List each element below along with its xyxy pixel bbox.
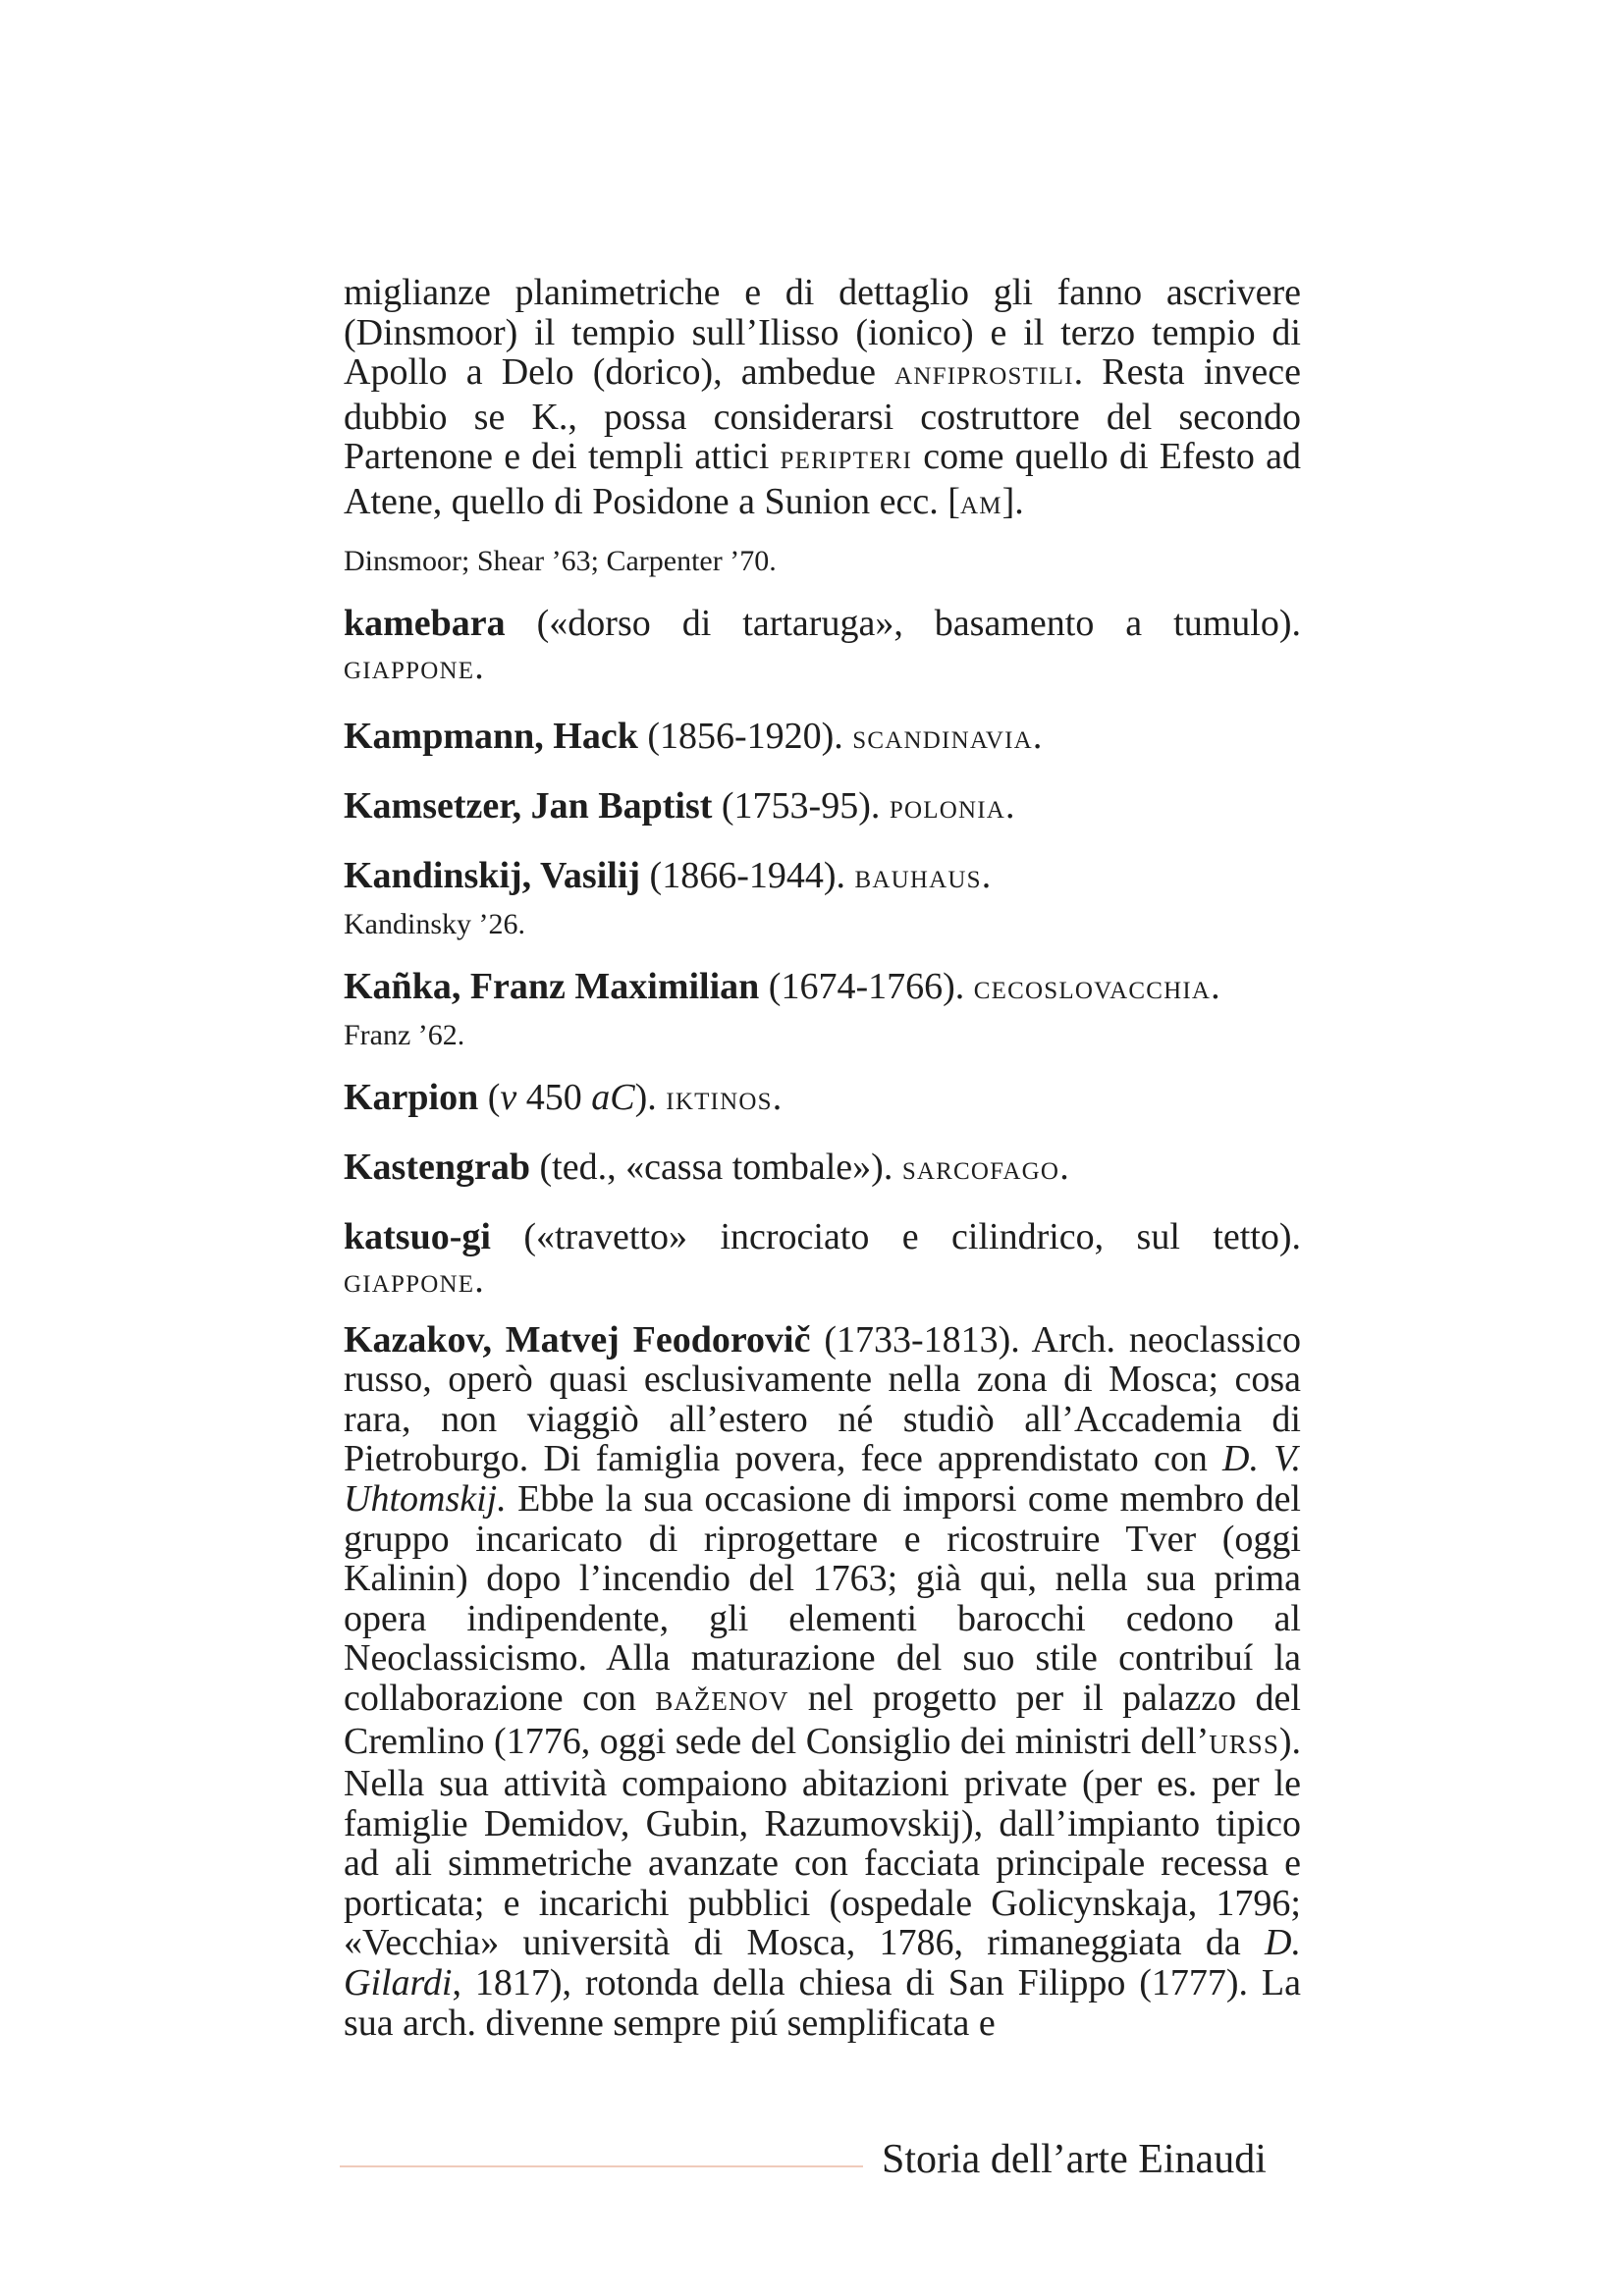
entry-definition: («travetto» incrociato e cilindrico, sul tetto). <box>490 1215 1301 1257</box>
xref-peripteri[interactable]: PERIPTERI <box>780 448 912 475</box>
footer-title: Storia dell’arte Einaudi <box>882 2137 1267 2182</box>
author-initials: AM <box>959 492 1002 519</box>
xref-cecoslovacchia[interactable]: CECOSLOVACCHIA <box>973 977 1212 1004</box>
entry-karpion: Karpion (v 450 aC). IKTINOS. <box>344 1076 783 1118</box>
person-reference: D. V. Uhtomskij. <box>344 1438 1301 1520</box>
entry-bibliography: Franz ’62. <box>344 1018 465 1051</box>
page-column <box>344 273 1301 2043</box>
entry-term: kamebara <box>344 602 506 644</box>
entry-dates: (1674-1766). <box>759 965 974 1007</box>
entry-term: Kazakov, Matvej Feodorovič <box>344 1318 811 1361</box>
xref-giappone[interactable]: GIAPPONE <box>344 657 475 684</box>
entry-term: Kampmann, Hack <box>344 715 638 757</box>
xref-bazenov[interactable]: BAŽENOV <box>655 1685 789 1716</box>
entry-term: Karpion <box>344 1076 479 1118</box>
xref-scandinavia[interactable]: SCANDINAVIA <box>852 726 1033 754</box>
entry-term: Kamsetzer, Jan Baptist <box>344 784 713 827</box>
intro-bibliography: Dinsmoor; Shear ’63; Carpenter ’70. <box>344 544 777 577</box>
xref-bauhaus[interactable]: BAUHAUS <box>854 866 982 893</box>
entry-kampmann: Kampmann, Hack (1856-1920). SCANDINAVIA. <box>344 715 1043 757</box>
entry-dates: (1866-1944). <box>640 854 855 896</box>
entry-dates: (1856-1920). <box>637 715 853 757</box>
abbr-urss: URSS <box>1209 1729 1279 1759</box>
intro-paragraph <box>344 273 1301 527</box>
entry-definition: («dorso di tartaruga», basamento a tumulo). <box>505 602 1301 644</box>
entry-bibliography: Kandinsky ’26. <box>344 907 525 940</box>
xref-sarcofago[interactable]: SARCOFAGO <box>901 1157 1060 1185</box>
entry-definition: (ted., «cassa tombale»). <box>530 1146 902 1188</box>
intro-text-2: . Resta invece dubbio se K., possa considerarsi costruttore del secondo Partenone e dei templi attici <box>344 351 1301 478</box>
intro-text-4: ]. <box>1001 480 1024 522</box>
entry-kamebara: kamebara («dorso di tartaruga», basamento a tumulo). GIAPPONE. <box>344 602 1301 687</box>
entry-kastengrab: Kastengrab (ted., «cassa tombale»). SARCOFAGO. <box>344 1146 1069 1188</box>
xref-anfiprostili[interactable]: ANFIPROSTILI <box>894 363 1074 391</box>
xref-polonia[interactable]: POLONIA <box>889 796 1005 824</box>
entry-kazakov: Kazakov, Matvej Feodorovič (1733-1813). Arch. neoclassico russo, operò quasi esclusivamente nella zona di Mosca; cosa rara, non viaggiò all’estero né studiò all’Accademia di Pietroburgo. Di famiglia povera, fece apprendistato con D. V. Uhtomskij. Ebbe la sua occasione di imporsi come membro del gruppo incaricato di riprogettare e ricostruire Tver (oggi Kalinin) dopo l’incendio del 1763; già qui, nella sua prima opera indipendente, gli elementi barocchi cedono al Neoclassicismo. Alla maturazione del suo stile contribuí la collaborazione con BAŽENOV nel progetto per il palazzo del Cremlino (1776, oggi sede del Consiglio dei ministri dell’URSS). Nella sua attività compaiono abitazioni private (per es. per le famiglie Demidov, Gubin, Razumovskij), dall’impianto tipico ad ali simmetriche avanzate con facciata principale recessa e porticata; e incarichi pubblici (ospedale Golicynskaja, 1796; «Vecchia» università di Mosca, 1786, rimaneggiata da D. Gilardi, 1817), rotonda della chiesa di San Filippo (1777). La sua arch. divenne sempre piú semplificata e <box>344 1318 1301 2044</box>
footer-rule <box>340 2165 863 2167</box>
entry-kandinskij: Kandinskij, Vasilij (1866-1944). BAUHAUS. <box>344 854 992 896</box>
entry-term: Kandinskij, Vasilij <box>344 854 641 896</box>
person-reference: D. Gilardi <box>344 1922 1301 2004</box>
entry-kamsetzer: Kamsetzer, Jan Baptist (1753-95). POLONIA. <box>344 784 1015 827</box>
entry-kanka: Kañka, Franz Maximilian (1674-1766). CECOSLOVACCHIA. <box>344 965 1220 1007</box>
xref-iktinos[interactable]: IKTINOS <box>666 1088 773 1115</box>
entry-term: Kastengrab <box>344 1146 530 1188</box>
entry-term: Kañka, Franz Maximilian <box>344 965 760 1007</box>
xref-giappone[interactable]: GIAPPONE <box>344 1270 475 1298</box>
entry-katsuo-gi: katsuo-gi («travetto» incrociato e cilindrico, sul tetto). GIAPPONE. <box>344 1215 1301 1301</box>
intro-text-3: come quello di Efesto ad Atene, quello di Posidone a Sunion ecc. [ <box>344 436 1301 522</box>
intro-text-1: miglianze planimetriche e di dettaglio gli fanno ascrivere (Dinsmoor) il tempio sull’Ilisso (ionico) e il terzo tempio di Apollo a Delo (dorico), ambedue <box>344 272 1301 394</box>
entry-dates: (1753-95). <box>712 784 890 827</box>
entry-term: katsuo-gi <box>344 1215 491 1257</box>
